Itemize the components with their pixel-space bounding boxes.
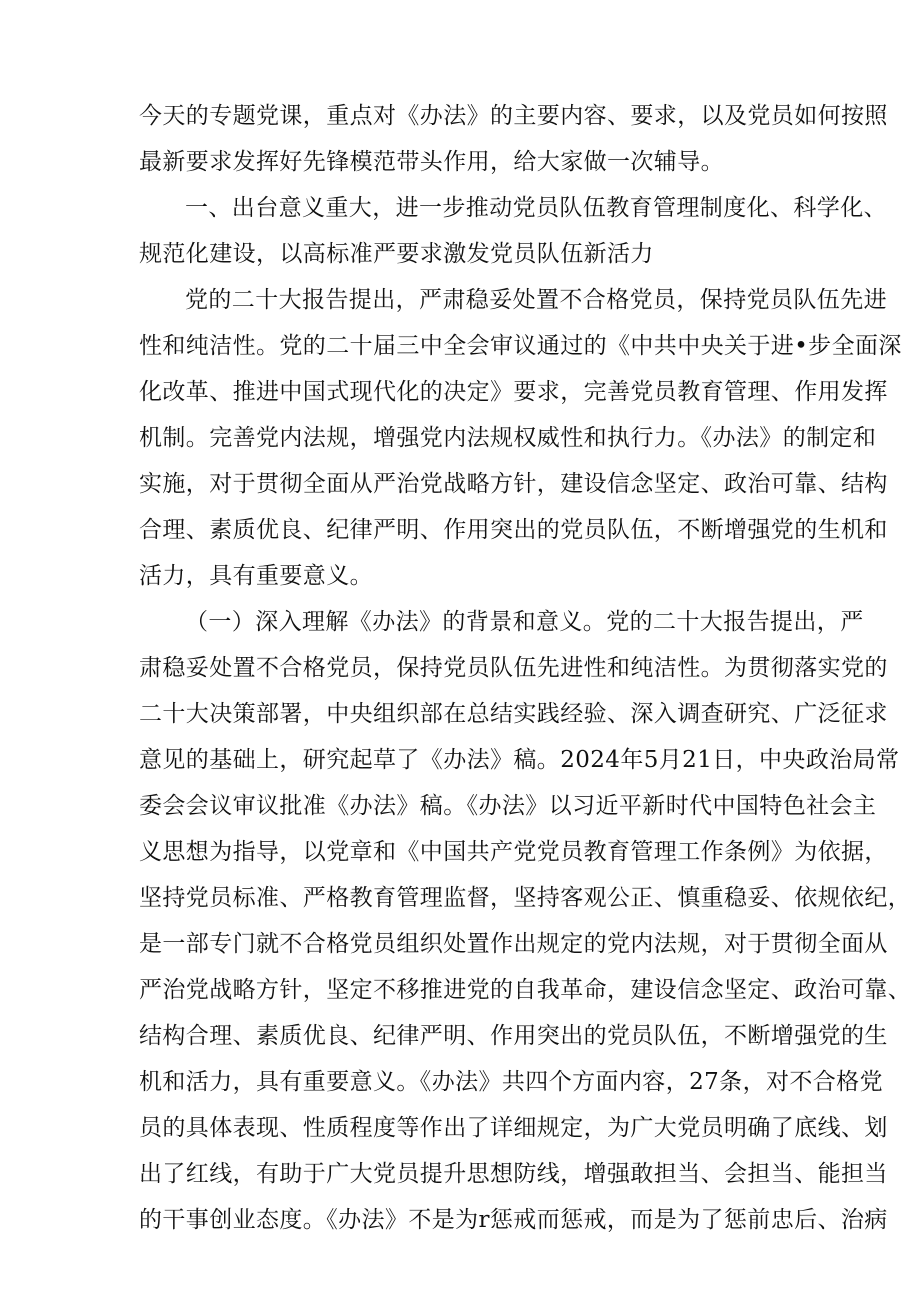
text-line: 出了红线，有助于广大党员提升思想防线，增强敢担当、会担当、能担当 — [139, 1161, 888, 1187]
text-line: 活力，具有重要意义。 — [139, 563, 373, 589]
text-line: 规范化建设，以高标准严要求激发党员队伍新活力 — [139, 241, 654, 267]
text-line: 今天的专题党课，重点对《办法》的主要内容、要求，以及党员如何按照 — [139, 103, 888, 129]
document-page — [139, 93, 912, 1243]
text-line: 义思想为指导，以党章和《中国共产党党员教育管理工作条例》为依据， — [139, 839, 888, 865]
paragraph-intro — [139, 93, 888, 185]
text-line: 合理、素质优良、纪律严明、作用突出的党员队伍，不断增强党的生机和 — [139, 517, 888, 543]
text-line: 坚持党员标准、严格教育管理监督，坚持客观公正、慎重稳妥、依规依纪， — [139, 885, 912, 911]
text-line: 员的具体表现、性质程度等作出了详细规定，为广大党员明确了底线、划 — [139, 1115, 888, 1141]
text-line: 肃稳妥处置不合格党员，保持党员队伍先进性和纯洁性。为贯彻落实党的 — [139, 655, 888, 681]
text-line: 二十大决策部署，中央组织部在总结实践经验、深入调查研究、广泛征求 — [139, 701, 888, 727]
text-line: 性和纯洁性。党的二十届三中全会审议通过的《中共中央关于进•步全面深 — [139, 333, 902, 359]
text-line: 结构合理、素质优良、纪律严明、作用突出的党员队伍，不断增强党的生 — [139, 1023, 888, 1049]
text-line: 实施，对于贯彻全面从严治党战略方针，建设信念坚定、政治可靠、结构 — [139, 471, 888, 497]
text-line: 机制。完善党内法规，增强党内法规权威性和执行力。《办法》的制定和 — [139, 425, 877, 451]
text-line: 委会会议审议批准《办法》稿。《办法》以习近平新时代中国特色社会主 — [139, 793, 877, 819]
text-line: 化改革、推进中国式现代化的决定》要求，完善党员教育管理、作用发挥 — [139, 379, 888, 405]
text-line: 党的二十大报告提出，严肃稳妥处置不合格党员，保持党员队伍先进 — [185, 287, 887, 313]
paragraph-background — [139, 599, 912, 1243]
text-line: 的干事创业态度。《办法》不是为r惩戒而惩戒，而是为了惩前忠后、治病 — [139, 1207, 888, 1233]
section-heading — [139, 185, 887, 277]
text-line: 严治党战略方针，坚定不移推进党的自我革命，建设信念坚定、政治可靠、 — [139, 977, 912, 1003]
paragraph-significance — [139, 277, 902, 599]
text-line: 是一部专门就不合格党员组织处置作出规定的党内法规，对于贯彻全面从 — [139, 931, 888, 957]
text-line: （一）深入理解《办法》的背景和意义。党的二十大报告提出，严 — [185, 609, 864, 635]
text-line: 一、出台意义重大，进一步推动党员队伍教育管理制度化、科学化、 — [185, 195, 887, 221]
text-line: 机和活力，具有重要意义。《办法》共四个方面内容，27条，对不合格党 — [139, 1069, 883, 1095]
text-line: 最新要求发挥好先锋模范带头作用，给大家做一次辅导。 — [139, 149, 724, 175]
text-line: 意见的基础上，研究起草了《办法》稿。2024年5月21日，中央政治局常 — [139, 747, 900, 773]
